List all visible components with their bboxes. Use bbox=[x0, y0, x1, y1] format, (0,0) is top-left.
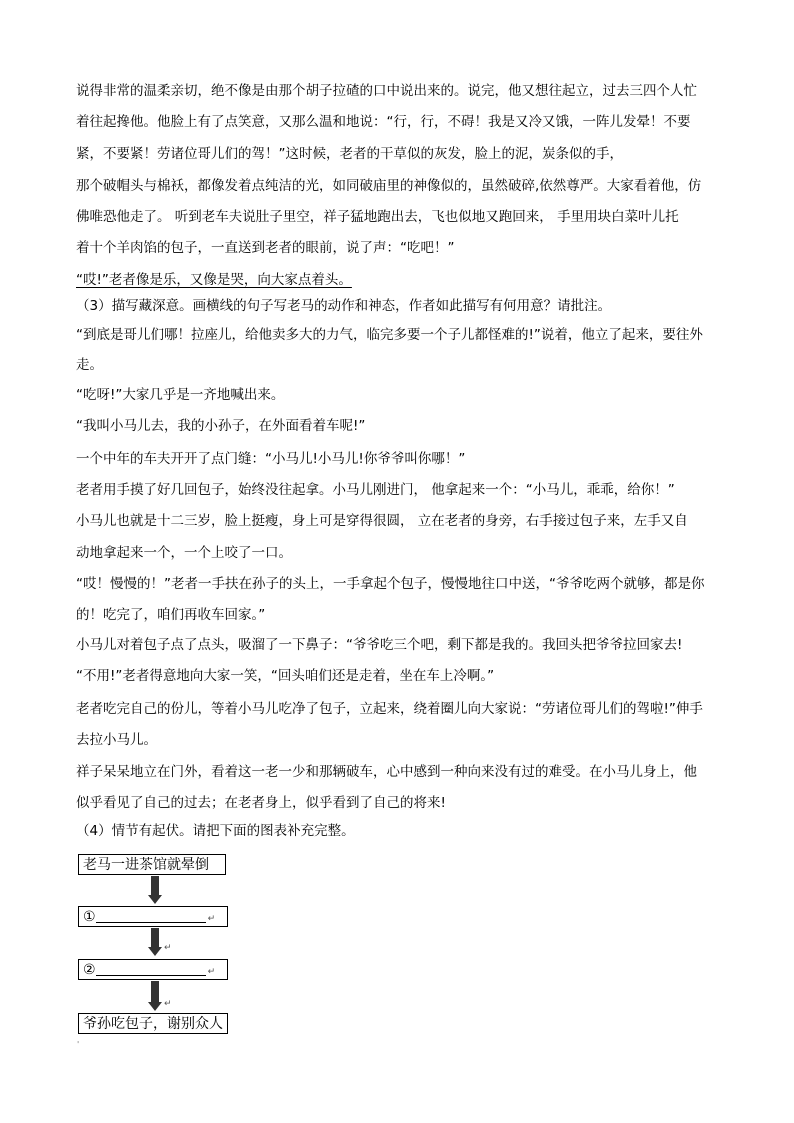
flow-step-1-blank[interactable] bbox=[96, 908, 206, 923]
return-mark-icon: ↵ bbox=[164, 943, 172, 953]
question-4: （4）情节有起伏。请把下面的图表补充完整。 bbox=[76, 823, 355, 839]
flow-step-start bbox=[78, 854, 226, 875]
text-line: 着往起搀他。他脸上有了点笑意，又那么温和地说：“行，行，不碍！我是又冷又饿，一阵儿发晕！不要 bbox=[76, 114, 691, 130]
text-line: 一个中年的车夫开开了点门缝：“小马儿!小马儿!你爷爷叫你哪！” bbox=[76, 451, 466, 467]
flow-step-end bbox=[78, 1013, 228, 1034]
flow-step-2-label: ② bbox=[83, 962, 96, 978]
text-line: 着十个羊肉馅的包子，一直送到老者的眼前，说了声：“吃吧！” bbox=[76, 240, 455, 256]
text-line: 祥子呆呆地立在门外，看着这一老一少和那辆破车，心中感到一种向来没有过的难受。在小马儿身上，他 bbox=[76, 764, 697, 780]
return-mark-icon: ↵ bbox=[207, 914, 216, 924]
text-line: 紧，不要紧！劳诸位哥儿们的驾！”这时候，老者的干草似的灰发，脸上的泥，炭条似的手， bbox=[76, 146, 623, 162]
text-line: 老者用手摸了好几回包子，始终没往起拿。小马儿刚进门， 他拿起来一个：“小马儿，乖乖，给你！” bbox=[76, 482, 675, 498]
return-mark-icon: ↵ bbox=[164, 999, 172, 1009]
underlined-sentence: “哎!”老者像是乐，又像是哭，向大家点着头。 bbox=[76, 272, 352, 288]
flow-arrow-down-icon bbox=[148, 876, 162, 904]
text-line: 去拉小马儿。 bbox=[76, 732, 157, 748]
text-line: 说得非常的温柔亲切，绝不像是由那个胡子拉碴的口中说出来的。说完，他又想往起立，过去三四个人忙 bbox=[76, 83, 697, 99]
text-line: 动地拿起来一个，一个上咬了一口。 bbox=[76, 545, 292, 561]
text-line: 走。 bbox=[76, 357, 103, 373]
text-line: “我叫小马儿去，我的小孙子，在外面看着车呢!” bbox=[76, 418, 366, 434]
flow-step-end-text: 爷孙吃包子，谢别众人 bbox=[83, 1016, 223, 1032]
return-mark-icon: ↵ bbox=[207, 967, 216, 977]
text-line: 小马儿也就是十二三岁，脸上挺瘦，身上可是穿得很圆， 立在老者的身旁，右手接过包子来，左手又自 bbox=[76, 513, 688, 529]
text-line: 老者吃完自己的份儿，等着小马儿吃净了包子，立起来，绕着圈儿向大家说：“劳诸位哥儿们的驾啦!”伸手 bbox=[76, 701, 703, 717]
flow-arrow-down-icon bbox=[148, 981, 162, 1011]
flow-step-start-text: 老马一进茶馆就晕倒 bbox=[83, 857, 209, 873]
text-line: 似乎看见了自己的过去；在老者身上，似乎看到了自己的将来! bbox=[76, 795, 446, 811]
flow-step-1-label: ① bbox=[83, 909, 96, 925]
flow-arrow-down-icon bbox=[148, 928, 162, 956]
text-line: “哎！慢慢的！”老者一手扶在孙子的头上，一手拿起个包子，慢慢地往口中送，“爷爷吃两个就够，都是你 bbox=[76, 576, 705, 592]
flow-step-2 bbox=[78, 959, 228, 980]
flow-step-2-blank[interactable] bbox=[96, 961, 206, 976]
text-line: 佛唯恐他走了。 听到老车夫说肚子里空，祥子猛地跑出去，飞也似地又跑回来， 手里用块白菜叶儿托 bbox=[76, 209, 679, 225]
text-line: “吃呀!”大家几乎是一齐地喊出来。 bbox=[76, 387, 285, 403]
text-line: 小马儿对着包子点了点头，吸溜了一下鼻子：“爷爷吃三个吧，剩下都是我的。我回头把爷爷拉回家去! bbox=[76, 637, 683, 653]
flow-step-1 bbox=[78, 906, 228, 927]
footer-mark: ' bbox=[77, 1040, 80, 1049]
text-line: 那个破帽头与棉袄，都像发着点纯洁的光，如同破庙里的神像似的，虽然破碎,依然尊严。大家看着他，仿 bbox=[76, 178, 702, 194]
text-line: “不用!”老者得意地向大家一笑，“回头咱们还是走着，坐在车上冷啊。” bbox=[76, 668, 495, 684]
text-line: 的！吃完了，咱们再收车回家。” bbox=[76, 607, 266, 623]
text-line: “到底是哥儿们哪！拉座儿，给他卖多大的力气，临完多要一个子儿都怪难的!”说着，他立了起来，要往外 bbox=[76, 327, 703, 343]
question-3: （3）描写藏深意。画横线的句子写老马的动作和神态，作者如此描写有何用意？请批注。 bbox=[76, 298, 612, 314]
